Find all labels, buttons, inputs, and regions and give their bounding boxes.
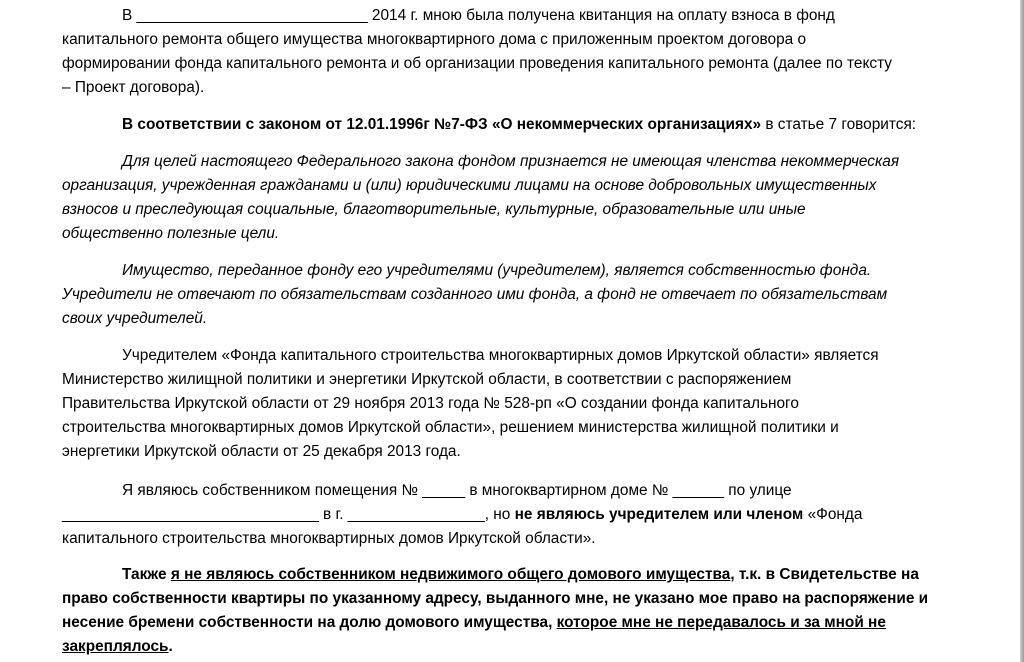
- underlined-statement: я не являюсь собственником недвижимого общего домового имущества: [170, 566, 731, 583]
- blanks-text: ______________________________ в г. ________________, но: [62, 506, 515, 523]
- not-founder-bold: не являюсь учредителем или членом: [514, 506, 804, 523]
- text-line: [62, 563, 962, 587]
- text-line: Правительства Иркутской области от 29 ноября 2013 года № 528-рп «О создании фонда капитального: [62, 395, 799, 412]
- text-line: капитального ремонта общего имущества многоквартирного дома с приложенным проектом договора о: [62, 31, 807, 48]
- text-line: [62, 635, 962, 659]
- text-line: строительства многоквартирных домов Иркутской области», решением министерства жилищной политики и: [62, 419, 839, 436]
- text-line: Имущество, переданное фонду его учредителями (учредителем), является собственностью фонда.: [122, 262, 872, 279]
- burden-text: несение бремени собственности на долю домового имущества,: [62, 614, 557, 631]
- law-tail: в статье 7 говорится:: [761, 116, 917, 133]
- text-line: право собственности квартиры по указанному адресу, выданного мне, не указано мое право на распоряжение и: [62, 590, 929, 607]
- also-text: Также: [122, 566, 171, 583]
- text-line: капитального строительства многоквартирных домов Иркутской области».: [62, 530, 596, 547]
- certificate-text: , т.к. в Свидетельстве на: [730, 566, 919, 583]
- paragraph-not-owner: [62, 563, 962, 659]
- paragraph-owner-statement: [62, 479, 962, 551]
- fund-name-start: «Фонда: [803, 506, 863, 523]
- text-line: – Проект договора).: [62, 79, 205, 96]
- law-title: В соответствии с законом от 12.01.1996г №7-ФЗ «О некоммерческих организациях»: [122, 116, 762, 133]
- text-line: взносов и преследующая социальные, благотворительные, культурные, образовательные или иные: [62, 201, 806, 218]
- text-line: [62, 113, 962, 137]
- text-line: Министерство жилищной политики и энергетики Иркутской области, в соответствии с распоряжением: [62, 371, 792, 388]
- paragraph-quote-property: [62, 259, 962, 331]
- text-line: Учредителем «Фонда капитального строительства многоквартирных домов Иркутской области» является: [122, 347, 879, 364]
- paragraph-receipt: [62, 4, 962, 100]
- text-line: В ___________________________ 2014 г. мною была получена квитанция на оплату взноса в фонд: [122, 7, 835, 24]
- period: .: [168, 638, 173, 655]
- underlined-assigned: закреплялось: [62, 638, 169, 655]
- text-line: своих учредителей.: [62, 310, 208, 327]
- text-line: [62, 611, 962, 635]
- text-line: энергетики Иркутской области от 25 декабря 2013 года.: [62, 443, 461, 460]
- text-line: Учредители не отвечают по обязательствам созданного ими фонда, а фонд не отвечает по обязательствам: [62, 286, 888, 303]
- text-line: общественно полезные цели.: [62, 225, 280, 242]
- text-line: организация, учрежденная гражданами и (или) юридическими лицами на основе добровольных имущественных: [62, 177, 877, 194]
- page-edge-shadow: [1020, 0, 1024, 662]
- paragraph-founder: [62, 344, 962, 464]
- underlined-not-transferred: которое мне не передавалось и за мной не: [556, 614, 886, 631]
- text-line: формировании фонда капитального ремонта и об организации проведения капитального ремонта (далее по тексту: [62, 55, 892, 72]
- text-line: Я являюсь собственником помещения № _____ в многоквартирном доме № ______ по улице: [122, 482, 792, 499]
- paragraph-quote-definition: [62, 150, 962, 246]
- text-line: [62, 503, 962, 527]
- paragraph-law-reference: [62, 113, 962, 137]
- text-line: Для целей настоящего Федерального закона фондом признается не имеющая членства некоммерческая: [122, 153, 900, 170]
